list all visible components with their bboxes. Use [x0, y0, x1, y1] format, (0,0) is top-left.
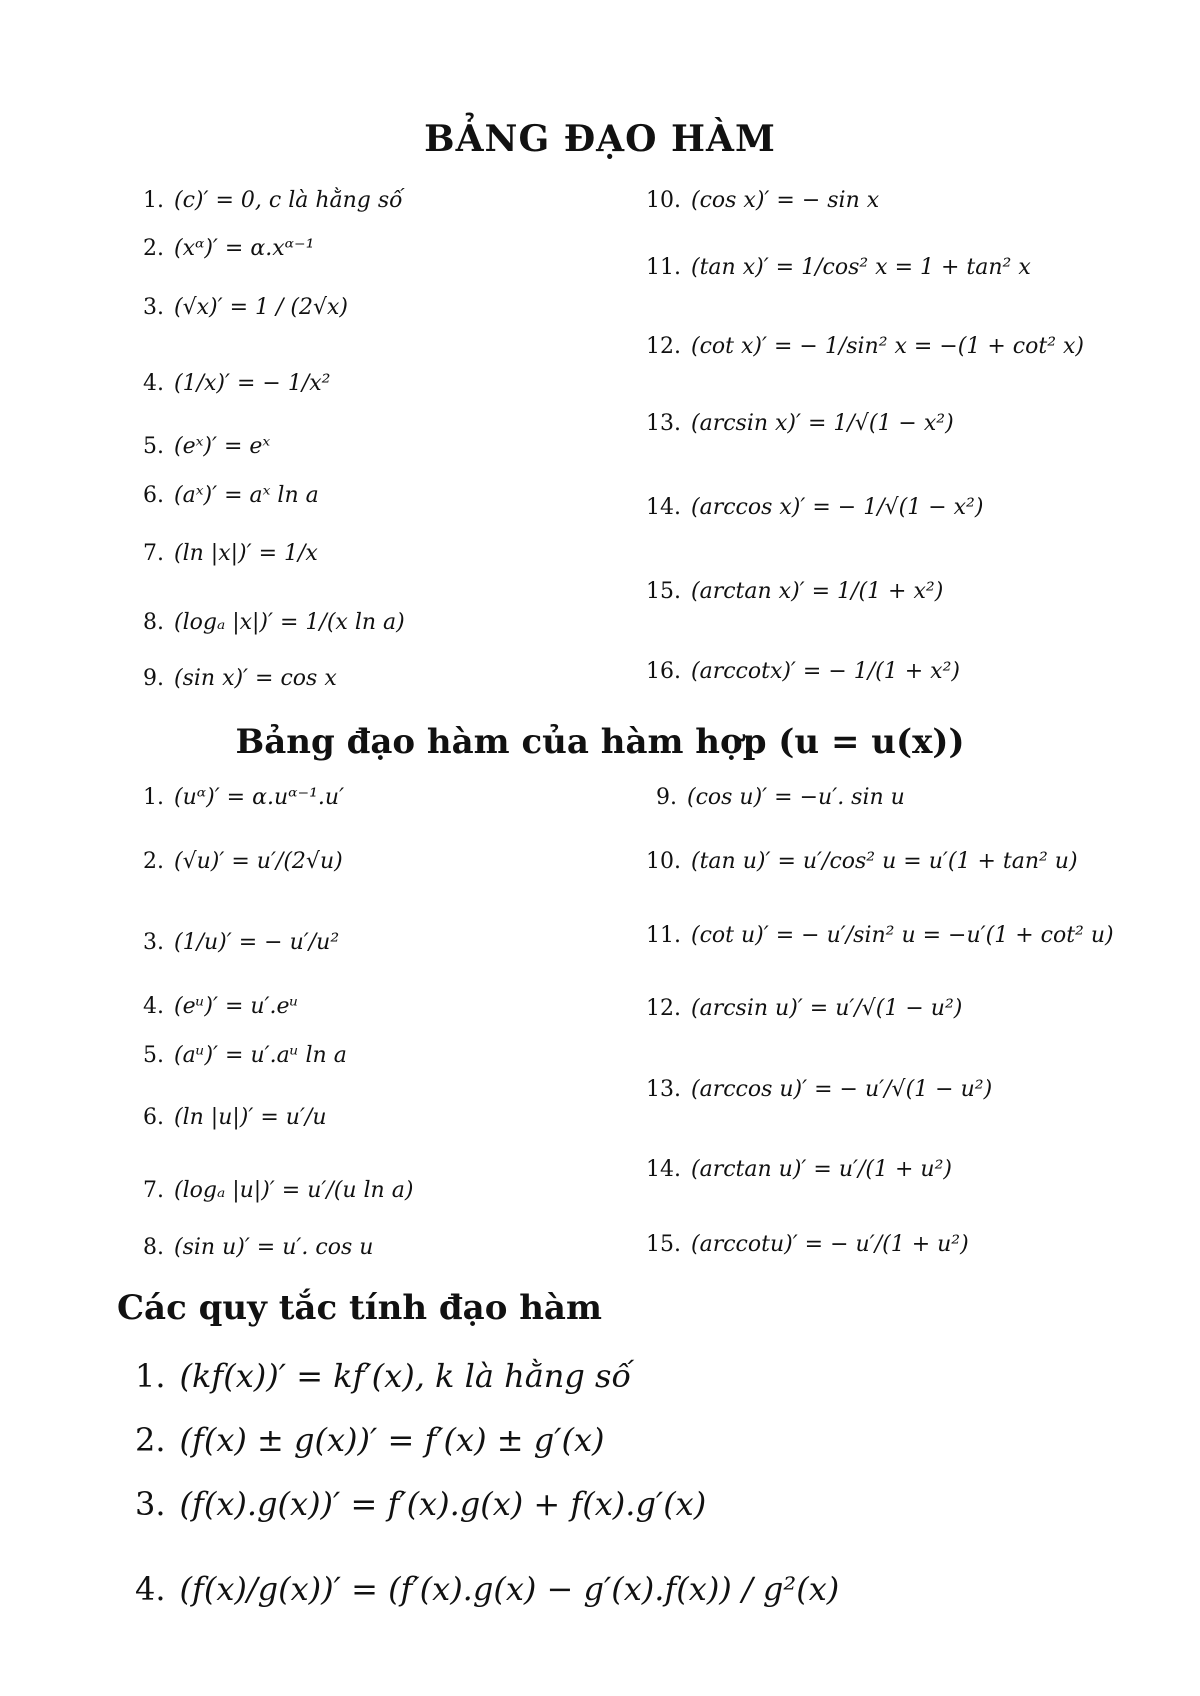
formula-item: 7. (logₐ |u|)′ = u′/(u ln a) [143, 1178, 414, 1203]
formula-item: 1. (c)′ = 0, c là hằng số [143, 188, 403, 213]
formula-item: 12. (cot x)′ = − 1/sin² x = −(1 + cot² x) [646, 334, 1085, 359]
rule-item: 1. (kf(x))′ = kf′(x), k là hằng số [135, 1357, 632, 1395]
formula-item: 10. (cos x)′ = − sin x [646, 188, 880, 213]
formula-item: 12. (arcsin u)′ = u′/√(1 − u²) [646, 996, 963, 1021]
formula-item: 2. (√u)′ = u′/(2√u) [143, 849, 343, 874]
formula-item: 16. (arccotx)′ = − 1/(1 + x²) [646, 659, 960, 684]
formula-item: 13. (arcsin x)′ = 1/√(1 − x²) [646, 411, 954, 436]
formula-item: 9. (cos u)′ = −u′. sin u [656, 785, 905, 810]
formula-item: 11. (cot u)′ = − u′/sin² u = −u′(1 + cot² u) [646, 923, 1114, 948]
formula-item: 6. (ln |u|)′ = u′/u [143, 1105, 327, 1130]
formula-item: 3. (1/u)′ = − u′/u² [143, 930, 340, 955]
formula-item: 14. (arctan u)′ = u′/(1 + u²) [646, 1157, 952, 1182]
section-title: Bảng đạo hàm của hàm hợp (u = u(x)) [235, 722, 965, 762]
formula-item: 2. (xᵅ)′ = α.xᵅ⁻¹ [143, 236, 315, 261]
formula-item: 14. (arccos x)′ = − 1/√(1 − x²) [646, 495, 984, 520]
formula-item: 4. (eᵘ)′ = u′.eᵘ [143, 994, 299, 1019]
formula-item: 15. (arccotu)′ = − u′/(1 + u²) [646, 1232, 969, 1257]
formula-item: 6. (aˣ)′ = aˣ ln a [143, 483, 319, 508]
formula-item: 3. (√x)′ = 1 / (2√x) [143, 295, 348, 320]
formula-item: 7. (ln |x|)′ = 1/x [143, 541, 318, 566]
rule-item: 2. (f(x) ± g(x))′ = f′(x) ± g′(x) [135, 1421, 605, 1459]
formula-item: 10. (tan u)′ = u′/cos² u = u′(1 + tan² u) [646, 849, 1078, 874]
formula-item: 1. (uᵅ)′ = α.uᵅ⁻¹.u′ [143, 785, 345, 810]
formula-item: 9. (sin x)′ = cos x [143, 666, 337, 691]
formula-item: 11. (tan x)′ = 1/cos² x = 1 + tan² x [646, 255, 1031, 280]
rule-item: 4. (f(x)/g(x))′ = (f′(x).g(x) − g′(x).f(x)) / g²(x) [135, 1570, 840, 1608]
formula-item: 4. (1/x)′ = − 1/x² [143, 371, 331, 396]
formula-item: 13. (arccos u)′ = − u′/√(1 − u²) [646, 1077, 993, 1102]
rule-item: 3. (f(x).g(x))′ = f′(x).g(x) + f(x).g′(x) [135, 1485, 707, 1523]
formula-item: 8. (sin u)′ = u′. cos u [143, 1235, 374, 1260]
formula-item: 15. (arctan x)′ = 1/(1 + x²) [646, 579, 944, 604]
page-title: BẢNG ĐẠO HÀM [424, 118, 776, 160]
formula-item: 8. (logₐ |x|)′ = 1/(x ln a) [143, 610, 405, 635]
formula-item: 5. (aᵘ)′ = u′.aᵘ ln a [143, 1043, 347, 1068]
formula-item: 5. (eˣ)′ = eˣ [143, 434, 271, 459]
section-title: Các quy tắc tính đạo hàm [117, 1288, 602, 1328]
